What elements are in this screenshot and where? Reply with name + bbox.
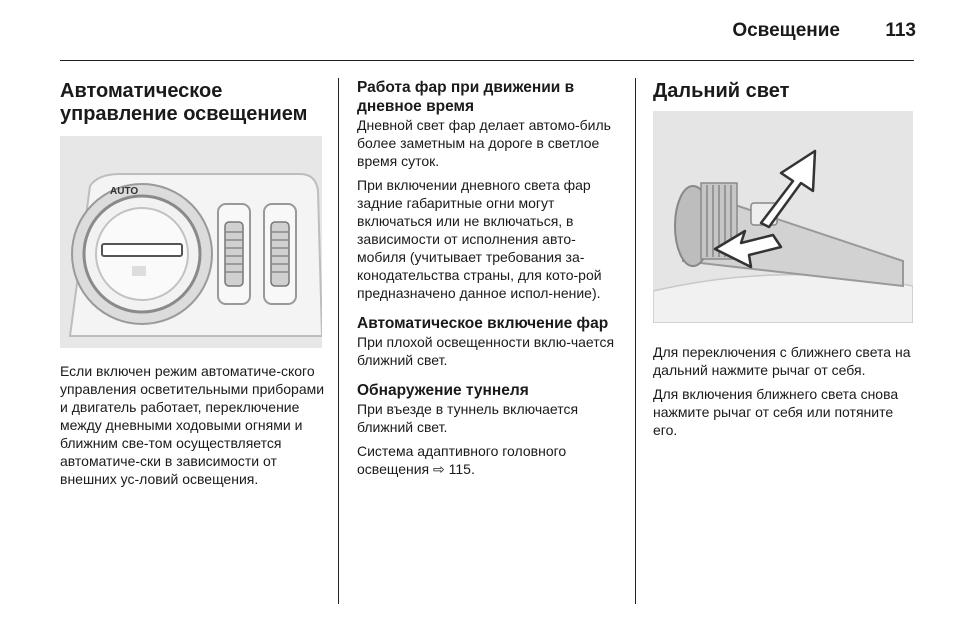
column-divider-2 <box>635 78 636 604</box>
high-beam-paragraph-1: Для переключения с ближнего света на дальний нажмите рычаг от себя. <box>653 344 911 378</box>
light-switch-illustration <box>60 136 322 348</box>
column-high-beam <box>653 78 915 439</box>
auto-headlights-paragraph: При плохой освещенности вклю-чается ближний свет. <box>357 334 615 368</box>
heading-high-beam: Дальний свет <box>653 80 790 102</box>
heading-auto-lighting: Автоматическое управление освещением <box>60 80 308 125</box>
auto-label: AUTO <box>110 186 139 197</box>
heading-daytime-running-lights: Работа фар при движении в дневное время <box>357 79 575 115</box>
page-number: 113 <box>885 20 916 41</box>
daytime-paragraph-1: Дневной свет фар делает автомо-биль более заметным на дороге в светлое время суток. <box>357 117 611 169</box>
tunnel-paragraph-1: При въезде в туннель включается ближний свет. <box>357 401 579 435</box>
column-divider-1 <box>338 78 339 604</box>
column-daytime-lights <box>357 78 619 478</box>
heading-auto-headlights: Автоматическое включение фар <box>357 315 609 332</box>
daytime-paragraph-2: При включении дневного света фар задние габаритные огни могут включаться или не включаться, в зависимости от исполнения авто-мобиля (учитывает требования за-конодательства страны, для кото-рой предназначено данное испол-нение). <box>357 177 602 301</box>
high-beam-paragraph-2: Для включения ближнего света снова нажмите рычаг от себя или потяните его. <box>653 386 899 438</box>
tunnel-paragraph-2: Система адаптивного головного освещения ⇨ 115. <box>357 443 567 477</box>
auto-lighting-text: Если включен режим автоматиче-ского управления осветительными приборами и двигатель работает, переключение между дневными ходовыми огнями и ближним све-том осуществляется автоматиче-ски в зависимости от внешних ус-ловий освещения. <box>60 363 325 487</box>
stalk-illustration <box>653 111 913 323</box>
section-title: Освещение <box>732 20 840 41</box>
header-divider <box>60 60 914 61</box>
column-auto-lighting <box>60 78 325 488</box>
heading-tunnel-detection: Обнаружение туннеля <box>357 382 529 399</box>
